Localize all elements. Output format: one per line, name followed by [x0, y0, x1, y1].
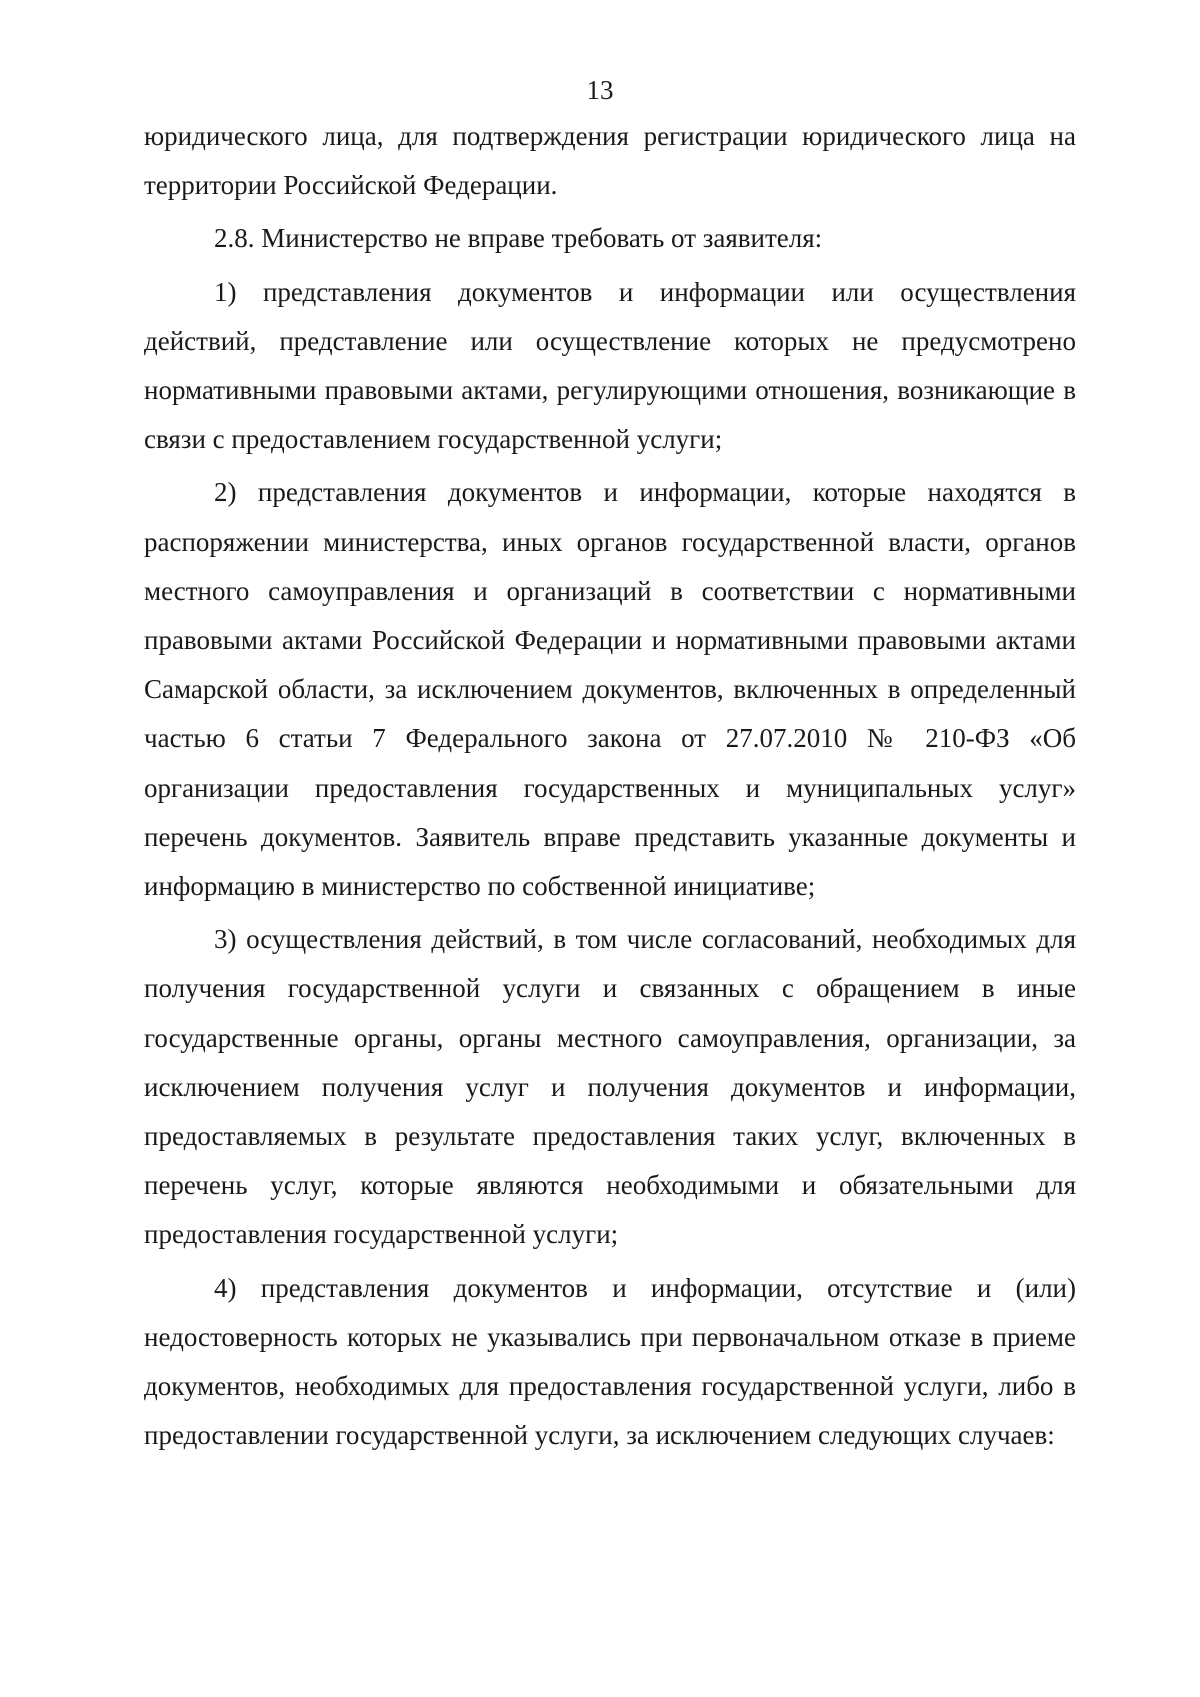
paragraph-item-2: 2) представления документов и информации, которые находятся в распоряжении министерства, иных органов государственной власти, органов местного самоуправления и организаций в соответствии с нормативными правовыми актами Российской Федерации и нормативными правовыми актами Самарской области, за исключением документов, включенных в определенный частью 6 статьи 7 Федерального закона от 27.07.2010 № 210-ФЗ «Об организации предоставления государственных и муниципальных услуг» перечень документов. Заявитель вправе представить указанные документы и информацию в министерство по собственной инициативе; — [144, 477, 1076, 902]
paragraph-section-2-8: 2.8. Министерство не вправе требовать от заявителя: — [214, 223, 823, 254]
paragraph-continuation: юридического лица, для подтверждения регистрации юридического лица на территории Российской Федерации. — [144, 121, 1076, 201]
paragraph-item-3: 3) осуществления действий, в том числе согласований, необходимых для получения государственной услуги и связанных с обращением в иные государственные органы, органы местного самоуправления, организации, за исключением получения услуг и получения документов и информации, предоставляемых в результате предоставления таких услуг, включенных в перечень услуг, которые являются необходимыми и обязательными для предоставления государственной услуги; — [144, 924, 1076, 1250]
paragraph-item-1: 1) представления документов и информации или осуществления действий, представление или осуществление которых не предусмотрено нормативными правовыми актами, регулирующими отношения, возникающие в связи с предоставлением государственной услуги; — [144, 276, 1076, 455]
document-body — [144, 112, 1076, 1464]
paragraph-item-4: 4) представления документов и информации, отсутствие и (или) недостоверность которых не указывались при первоначальном отказе в приеме документов, необходимых для предоставления государственной услуги, либо в предоставлении государственной услуги, за исключением следующих случаев: — [144, 1272, 1076, 1451]
page-number: 13 — [586, 75, 614, 105]
